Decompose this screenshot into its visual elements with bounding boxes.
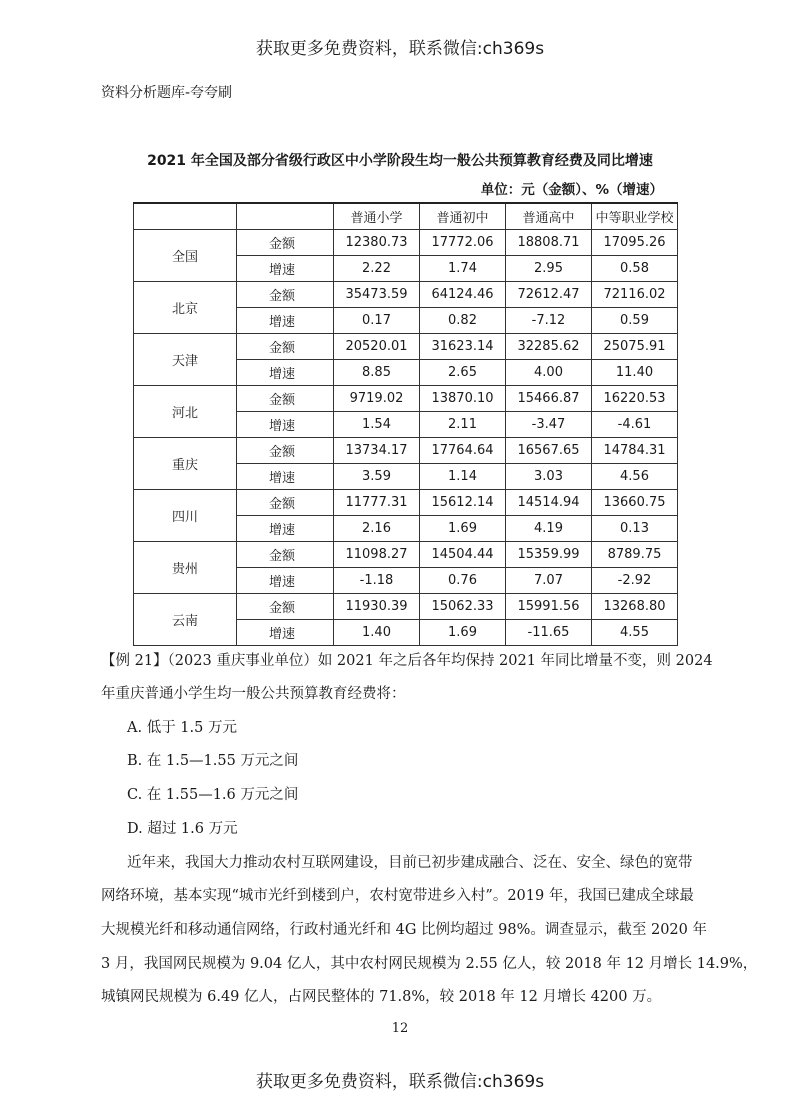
growth-value-cell: -4.61	[592, 412, 678, 438]
amount-value-cell: 16567.65	[506, 438, 592, 464]
growth-value-cell: 0.59	[592, 308, 678, 334]
amount-value-cell: 17772.06	[420, 230, 506, 256]
paragraph-line: 网络环境，基本实现“城市光纤到楼到户，农村宽带进乡入村”。2019 年，我国已建成全球最	[101, 888, 694, 904]
amount-value-cell: 11930.39	[334, 594, 420, 620]
growth-label-cell: 增速	[237, 360, 334, 386]
growth-value-cell: -3.47	[506, 412, 592, 438]
growth-label-cell: 增速	[237, 516, 334, 542]
table-row	[134, 594, 678, 620]
amount-value-cell: 18808.71	[506, 230, 592, 256]
growth-value-cell: 1.69	[420, 516, 506, 542]
amount-value-cell: 17764.64	[420, 438, 506, 464]
table-row	[134, 386, 678, 412]
amount-label-cell: 金额	[237, 386, 334, 412]
growth-value-cell: 3.59	[334, 464, 420, 490]
amount-value-cell: 15466.87	[506, 386, 592, 412]
amount-value-cell: 8789.75	[592, 542, 678, 568]
amount-value-cell: 12380.73	[334, 230, 420, 256]
table-body	[134, 230, 678, 646]
growth-label-cell: 增速	[237, 620, 334, 646]
amount-value-cell: 72612.47	[506, 282, 592, 308]
growth-value-cell: 8.85	[334, 360, 420, 386]
amount-value-cell: 25075.91	[592, 334, 678, 360]
paragraph-line: 近年来，我国大力推动农村互联网建设，目前已初步建成融合、泛在、安全、绿色的宽带	[127, 855, 693, 871]
top-banner: 获取更多免费资料，联系微信:ch369s	[255, 39, 545, 59]
growth-value-cell: 4.19	[506, 516, 592, 542]
amount-value-cell: 32285.62	[506, 334, 592, 360]
data-table	[133, 202, 678, 646]
table-title: 2021 年全国及部分省级行政区中小学阶段生均一般公共预算教育经费及同比增速	[147, 153, 653, 169]
growth-label-cell: 增速	[237, 256, 334, 282]
growth-value-cell: 4.56	[592, 464, 678, 490]
region-cell: 重庆	[134, 438, 237, 490]
column-header: 普通初中	[420, 203, 506, 230]
amount-value-cell: 15062.33	[420, 594, 506, 620]
growth-value-cell: 0.82	[420, 308, 506, 334]
region-cell: 河北	[134, 386, 237, 438]
amount-value-cell: 15359.99	[506, 542, 592, 568]
amount-label-cell: 金额	[237, 438, 334, 464]
amount-value-cell: 13268.80	[592, 594, 678, 620]
question-text: 【例 21】（2023 重庆事业单位）如 2021 年之后各年均保持 2021 年同比增量不变，则 2024	[101, 653, 713, 669]
option-b: B. 在 1.5—1.55 万元之间	[127, 753, 299, 769]
region-cell: 贵州	[134, 542, 237, 594]
amount-value-cell: 16220.53	[592, 386, 678, 412]
amount-value-cell: 13660.75	[592, 490, 678, 516]
amount-label-cell: 金额	[237, 490, 334, 516]
amount-label-cell: 金额	[237, 230, 334, 256]
amount-value-cell: 20520.01	[334, 334, 420, 360]
amount-value-cell: 31623.14	[420, 334, 506, 360]
amount-value-cell: 17095.26	[592, 230, 678, 256]
region-cell: 全国	[134, 230, 237, 282]
amount-label-cell: 金额	[237, 282, 334, 308]
growth-value-cell: 1.54	[334, 412, 420, 438]
question-text: 年重庆普通小学生均一般公共预算教育经费将：	[101, 686, 406, 702]
option-c: C. 在 1.55—1.6 万元之间	[127, 787, 299, 803]
header-blank-kind	[237, 203, 334, 230]
option-a: A. 低于 1.5 万元	[127, 720, 237, 736]
growth-label-cell: 增速	[237, 464, 334, 490]
growth-value-cell: 0.76	[420, 568, 506, 594]
growth-value-cell: 2.22	[334, 256, 420, 282]
paragraph-line: 3 月，我国网民规模为 9.04 亿人，其中农村网民规模为 2.55 亿人，较 2018 年 12 月增长 14.9%，	[101, 956, 758, 972]
region-cell: 北京	[134, 282, 237, 334]
table-row	[134, 334, 678, 360]
growth-value-cell: 4.00	[506, 360, 592, 386]
amount-value-cell: 14504.44	[420, 542, 506, 568]
growth-value-cell: -2.92	[592, 568, 678, 594]
growth-value-cell: 2.16	[334, 516, 420, 542]
table-header-row	[134, 203, 678, 230]
growth-value-cell: 2.11	[420, 412, 506, 438]
growth-value-cell: 11.40	[592, 360, 678, 386]
growth-value-cell: -11.65	[506, 620, 592, 646]
table-unit: 单位：元（金额）、%（增速）	[480, 182, 663, 198]
amount-value-cell: 11098.27	[334, 542, 420, 568]
amount-value-cell: 15612.14	[420, 490, 506, 516]
growth-value-cell: 1.40	[334, 620, 420, 646]
paragraph-line: 大规模光纤和移动通信网络，行政村通光纤和 4G 比例均超过 98%。调查显示，截至 2020 年	[101, 922, 707, 938]
amount-value-cell: 9719.02	[334, 386, 420, 412]
amount-value-cell: 11777.31	[334, 490, 420, 516]
table-row	[134, 230, 678, 256]
growth-value-cell: 3.03	[506, 464, 592, 490]
table-row	[134, 282, 678, 308]
table-row	[134, 542, 678, 568]
amount-value-cell: 15991.56	[506, 594, 592, 620]
amount-label-cell: 金额	[237, 542, 334, 568]
bottom-banner: 获取更多免费资料，联系微信:ch369s	[255, 1072, 545, 1092]
growth-value-cell: 0.13	[592, 516, 678, 542]
header-blank-region	[134, 203, 237, 230]
region-cell: 云南	[134, 594, 237, 646]
column-header: 普通高中	[506, 203, 592, 230]
table-row	[134, 438, 678, 464]
paragraph-line: 城镇网民规模为 6.49 亿人，占网民整体的 71.8%，较 2018 年 12 月增长 4200 万。	[101, 989, 662, 1005]
growth-value-cell: 0.58	[592, 256, 678, 282]
amount-value-cell: 14784.31	[592, 438, 678, 464]
growth-value-cell: 1.14	[420, 464, 506, 490]
amount-value-cell: 13870.10	[420, 386, 506, 412]
amount-value-cell: 13734.17	[334, 438, 420, 464]
region-cell: 天津	[134, 334, 237, 386]
growth-value-cell: 7.07	[506, 568, 592, 594]
amount-value-cell: 64124.46	[420, 282, 506, 308]
amount-label-cell: 金额	[237, 334, 334, 360]
growth-value-cell: 1.69	[420, 620, 506, 646]
column-header: 普通小学	[334, 203, 420, 230]
growth-value-cell: 0.17	[334, 308, 420, 334]
option-d: D. 超过 1.6 万元	[127, 821, 238, 837]
document-subtitle: 资料分析题库-夸夸刷	[101, 85, 233, 101]
growth-label-cell: 增速	[237, 308, 334, 334]
amount-label-cell: 金额	[237, 594, 334, 620]
growth-label-cell: 增速	[237, 412, 334, 438]
amount-value-cell: 14514.94	[506, 490, 592, 516]
page-number: 12	[391, 1021, 409, 1036]
amount-value-cell: 35473.59	[334, 282, 420, 308]
growth-value-cell: 4.55	[592, 620, 678, 646]
table-row	[134, 490, 678, 516]
growth-value-cell: 2.95	[506, 256, 592, 282]
amount-value-cell: 72116.02	[592, 282, 678, 308]
column-header: 中等职业学校	[592, 203, 678, 230]
growth-label-cell: 增速	[237, 568, 334, 594]
growth-value-cell: 2.65	[420, 360, 506, 386]
growth-value-cell: -7.12	[506, 308, 592, 334]
growth-value-cell: 1.74	[420, 256, 506, 282]
growth-value-cell: -1.18	[334, 568, 420, 594]
region-cell: 四川	[134, 490, 237, 542]
